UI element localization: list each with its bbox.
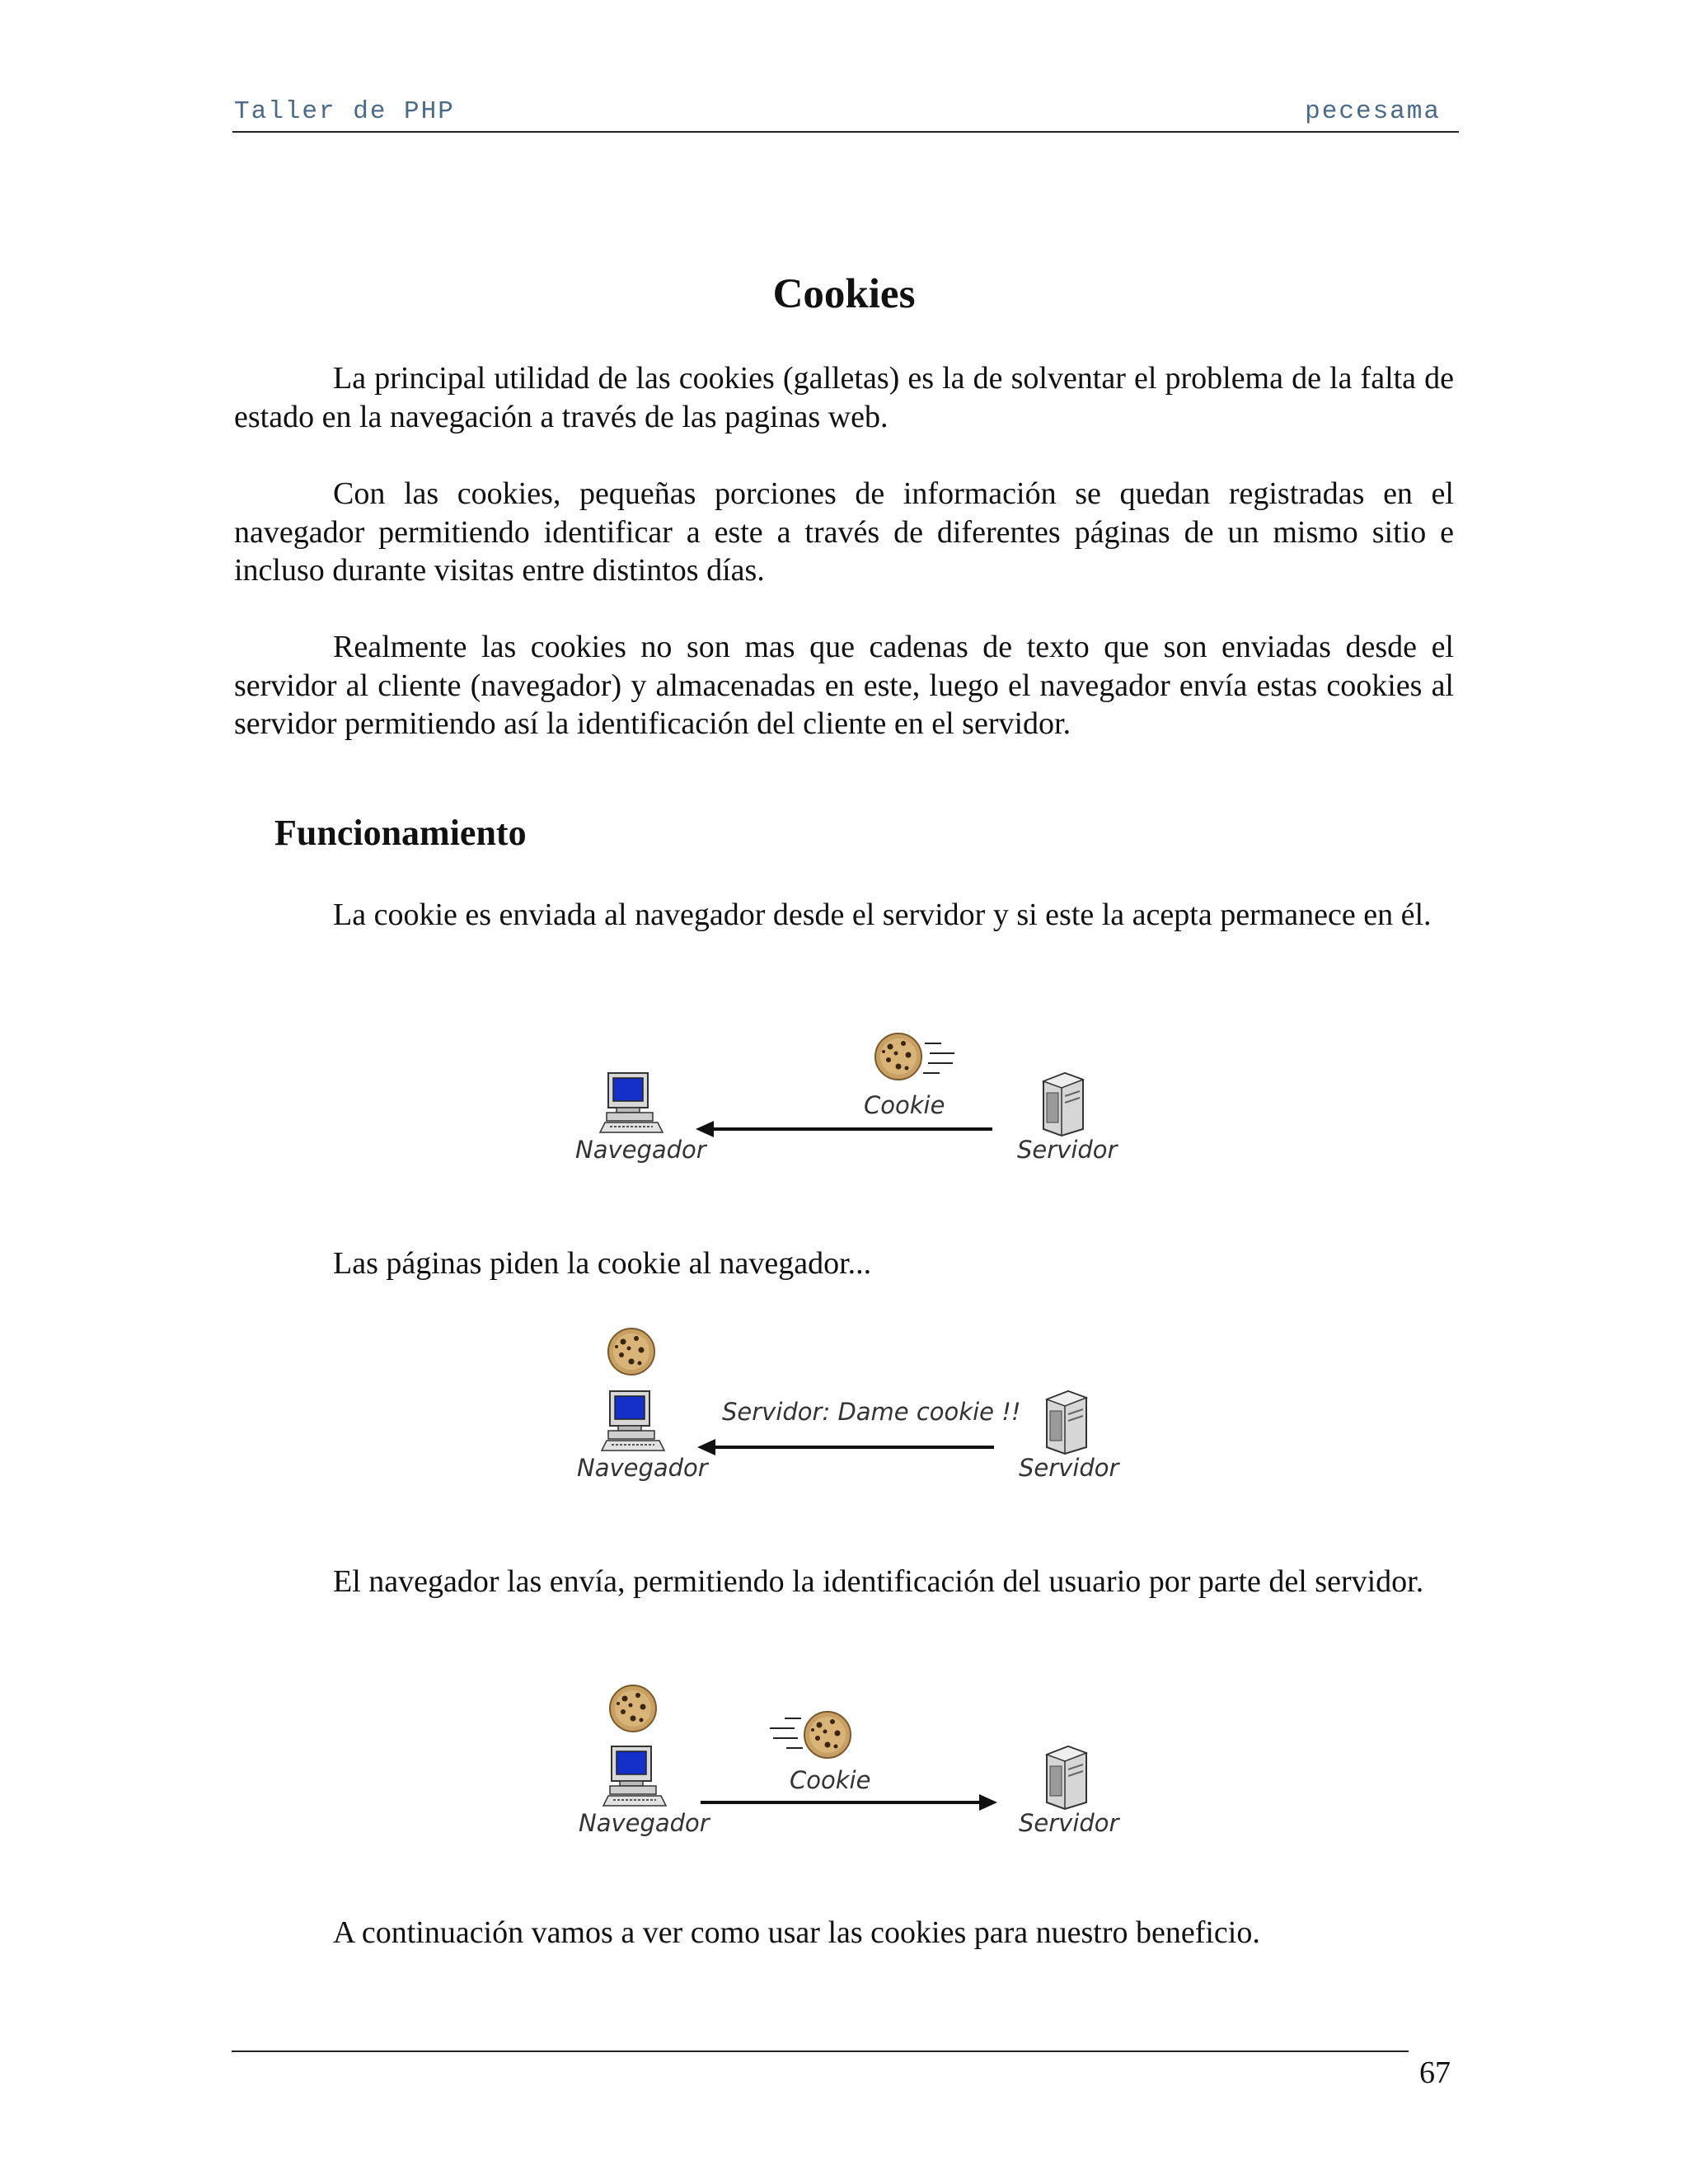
server-icon (1039, 1390, 1096, 1457)
diagram-cookie-sent (569, 1029, 1146, 1185)
message-label: Cookie (864, 1091, 945, 1119)
server-label: Servidor (1019, 1454, 1119, 1482)
cookie-icon (608, 1684, 661, 1736)
computer-icon (602, 1745, 668, 1811)
message-label: Servidor: Dame cookie !! (722, 1398, 1021, 1426)
server-label: Servidor (1017, 1136, 1118, 1164)
client-label: Navegador (575, 1136, 706, 1164)
computer-icon (600, 1390, 666, 1455)
left-arrow (697, 1437, 994, 1457)
closing-paragraph: A continuación vamos a ver como usar las cookies para nuestro beneficio. (333, 1915, 1260, 1950)
cookie-icon (607, 1327, 659, 1380)
server-icon (1039, 1745, 1096, 1812)
section-heading: Funcionamiento (274, 813, 527, 853)
page-header (232, 97, 1459, 134)
step1-paragraph: La cookie es enviada al navegador desde el servidor y si este la acepta permanece en él. (333, 898, 1432, 932)
cookie-icon (803, 1710, 856, 1763)
page-title: Cookies (772, 271, 916, 317)
motion-lines-icon (920, 1035, 961, 1085)
server-icon (1035, 1071, 1093, 1139)
footer-rule (232, 2050, 1409, 2052)
diagram-cookie-request (569, 1322, 1146, 1482)
motion-lines-icon (765, 1710, 806, 1760)
computer-icon (598, 1071, 664, 1137)
page-number: 67 (1419, 2055, 1451, 2090)
message-label: Cookie (790, 1766, 871, 1794)
right-arrow (701, 1793, 997, 1812)
step3-paragraph: El navegador las envía, permitiendo la identificación del usuario por parte del servidor. (333, 1564, 1424, 1599)
client-label: Navegador (577, 1454, 708, 1482)
diagram-cookie-returned (569, 1677, 1146, 1837)
intro-paragraph-3: Realmente las cookies no son mas que cadenas de texto que son enviadas desde el servidor al cliente (navegador) y almacenadas en este, luego el navegador envía estas cookies al servidor permitiendo así la identificación del cliente en el servidor. (234, 630, 1454, 741)
client-label: Navegador (579, 1809, 710, 1837)
intro-paragraph-1: La principal utilidad de las cookies (galletas) es la de solventar el problema de la falta de estado en la navegación a través de las paginas web. (234, 361, 1454, 434)
step2-paragraph: Las páginas piden la cookie al navegador... (333, 1246, 872, 1281)
header-left: Taller de PHP (234, 97, 455, 126)
header-right: pecesama (1305, 97, 1441, 126)
intro-paragraph-2: Con las cookies, pequeñas porciones de información se quedan registradas en el navegador permitiendo identificar a este a través de diferentes páginas de un mismo sitio e incluso durante visitas entre distintos días. (234, 476, 1454, 588)
header-rule (232, 131, 1459, 133)
server-label: Servidor (1019, 1809, 1119, 1837)
left-arrow (696, 1119, 992, 1139)
